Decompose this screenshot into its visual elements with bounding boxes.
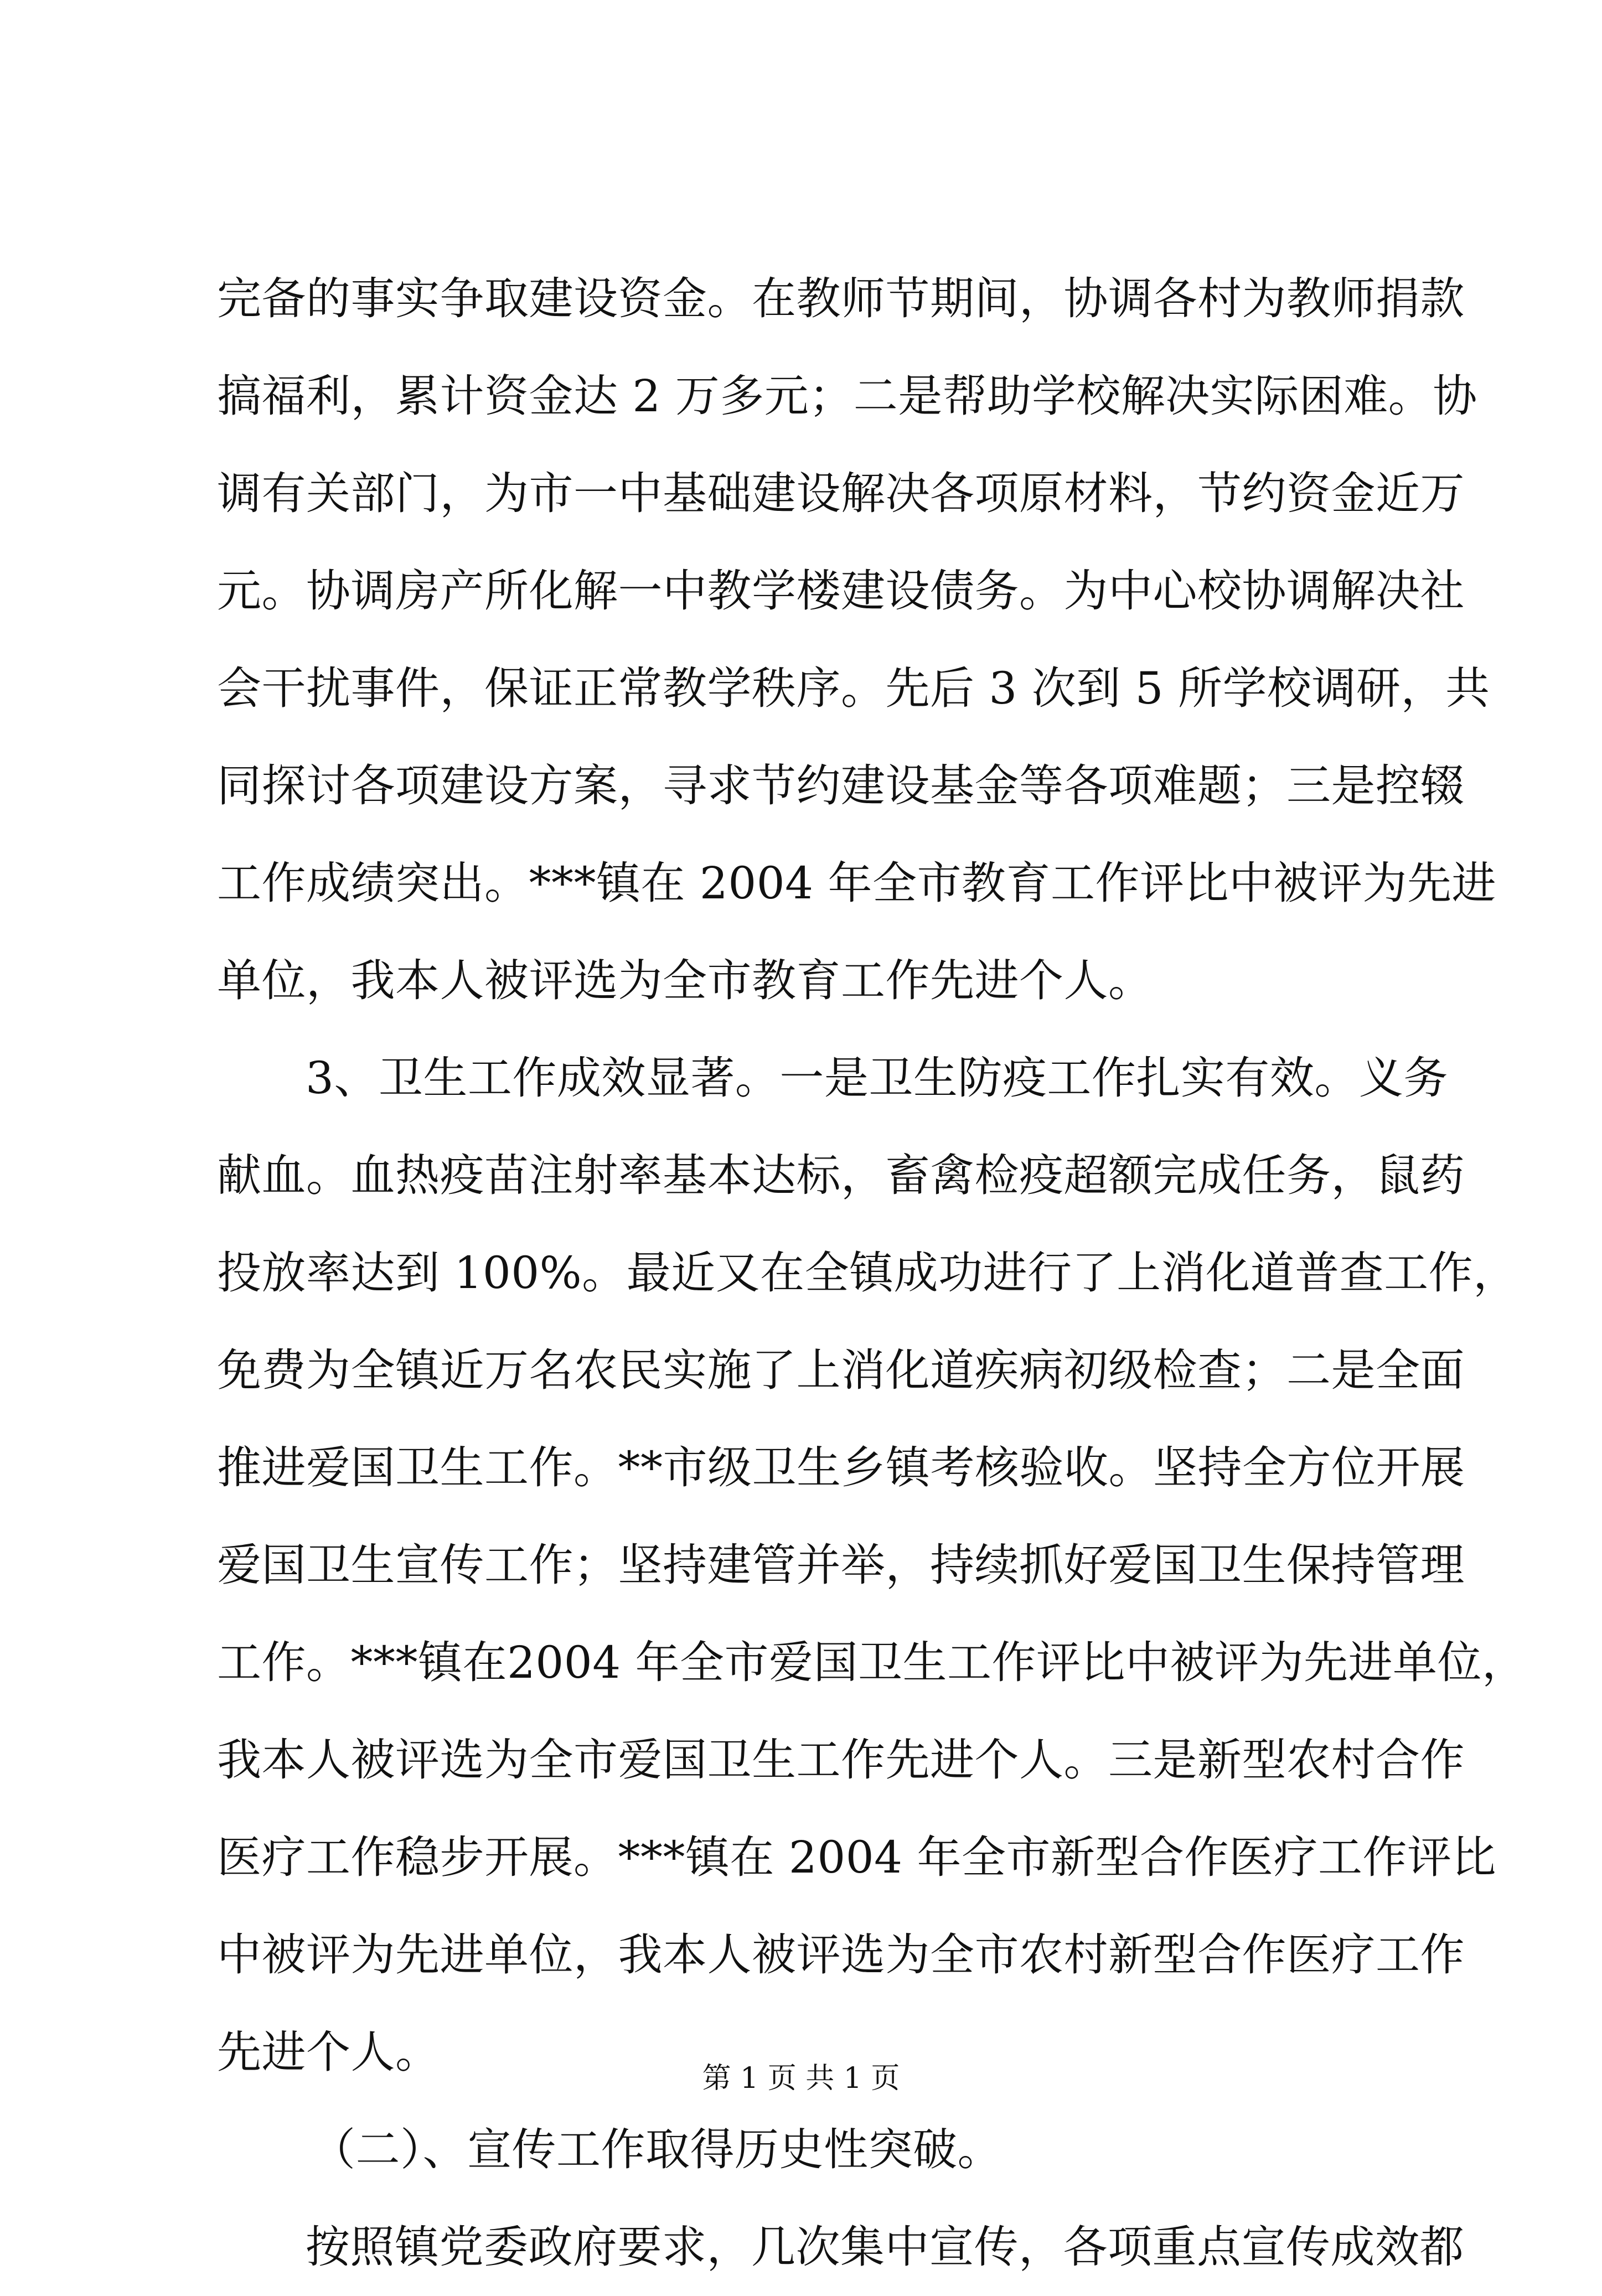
- paragraph-start-line: 3、卫生工作成效显著。一是卫生防疫工作扎实有效。义务: [306, 1052, 1448, 1104]
- text-line: 工作成绩突出。***镇在 2004 年全市教育工作评比中被评为先进: [217, 857, 1496, 909]
- page-footer: 第 1 页 共 1 页: [702, 2062, 900, 2095]
- text-line: 单位，我本人被评选为全市教育工作先进个人。: [217, 955, 1153, 1006]
- section-heading: （二）、宣传工作取得历史性突破。: [311, 2124, 1002, 2175]
- body-text: [217, 250, 1527, 2296]
- text-line: 爱国卫生宣传工作；坚持建管并举，持续抓好爱国卫生保持管理: [217, 1539, 1465, 1591]
- text-line: 中被评为先进单位，我本人被评选为全市农村新型合作医疗工作: [217, 1929, 1465, 1980]
- text-line: 会干扰事件，保证正常教学秩序。先后 3 次到 5 所学校调研，共: [217, 663, 1490, 714]
- text-line: 推进爱国卫生工作。**市级卫生乡镇考核验收。坚持全方位开展: [217, 1442, 1465, 1493]
- text-line: 我本人被评选为全市爱国卫生工作先进个人。三是新型农村合作: [217, 1734, 1465, 1786]
- text-line: 工作。***镇在2004 年全市爱国卫生工作评比中被评为先进单位，: [217, 1637, 1527, 1688]
- text-line: 免费为全镇近万名农民实施了上消化道疾病初级检查；二是全面: [217, 1344, 1465, 1396]
- text-line: 搞福利，累计资金达 2 万多元；二是帮助学校解决实际困难。协: [217, 370, 1477, 422]
- text-line: 先进个人。: [217, 2026, 440, 2078]
- text-line: 元。协调房产所化解一中教学楼建设债务。为中心校协调解决社: [217, 565, 1465, 617]
- text-line: 献血。血热疫苗注射率基本达标，畜禽检疫超额完成任务，鼠药: [217, 1150, 1465, 1201]
- text-line: 调有关部门，为市一中基础建设解决各项原材料，节约资金近万: [217, 468, 1465, 519]
- text-line: 投放率达到 100%。最近又在全镇成功进行了上消化道普查工作，: [217, 1247, 1518, 1299]
- text-line: 医疗工作稳步开展。***镇在 2004 年全市新型合作医疗工作评比: [217, 1832, 1496, 1883]
- paragraph-start-line: 按照镇党委政府要求，几次集中宣传，各项重点宣传成效都: [306, 2221, 1464, 2273]
- text-line: 同探讨各项建设方案，寻求节约建设基金等各项难题；三是控辍: [217, 760, 1465, 811]
- text-line: 完备的事实争取建设资金。在教师节期间，协调各村为教师捐款: [217, 273, 1465, 324]
